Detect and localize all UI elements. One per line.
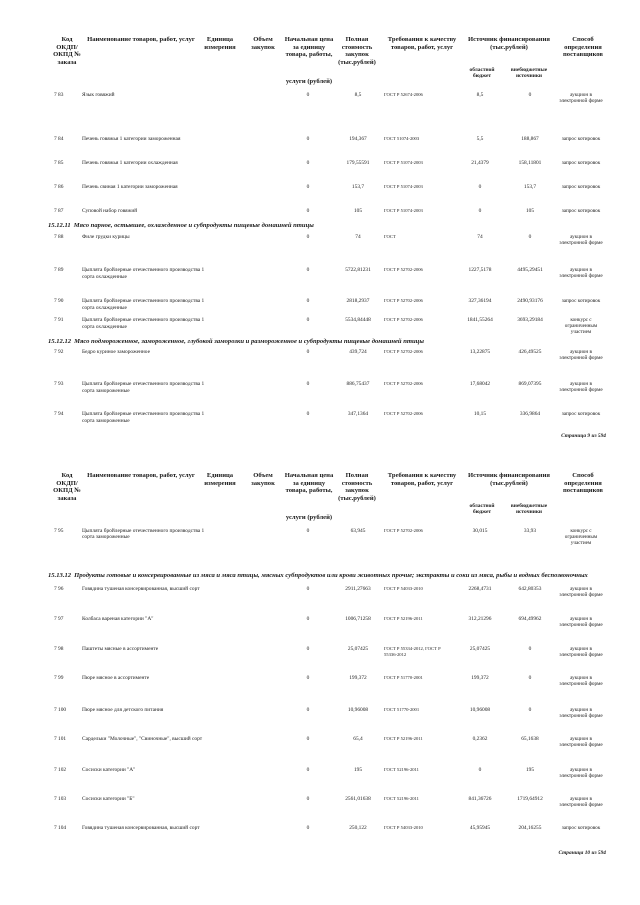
row-price: 0 xyxy=(306,233,310,240)
row-price: 0 xyxy=(306,159,310,166)
row-code: 7 97 xyxy=(54,615,64,622)
row-price: 0 xyxy=(306,267,310,274)
row-method: аукцион в электронной форме xyxy=(559,585,603,598)
row-code: 7 98 xyxy=(54,646,64,653)
row-name: Цыплята бройлерные отечественного производства 1 сорта замороженные xyxy=(82,381,205,394)
row-method: аукцион в электронной форме xyxy=(559,706,603,719)
row-requirements: ГОСТ 51074-2003 xyxy=(384,136,420,142)
row-regional: 199,372 xyxy=(471,675,489,682)
table-row xyxy=(0,317,640,336)
row-regional: 30,015 xyxy=(472,528,488,534)
row-price: 0 xyxy=(306,528,310,534)
row-method: аукцион в электронной форме xyxy=(559,233,603,246)
header-requirements: Требования к качеству товаров, работ, услуг xyxy=(387,472,457,487)
row-federal: 65,1638 xyxy=(521,735,539,742)
row-requirements: ГОСТ Р 54033-2010 xyxy=(384,585,423,591)
row-regional: 1227,5178 xyxy=(468,267,492,274)
page-footer: Страница 10 из 594 xyxy=(558,850,606,857)
row-regional: 8,5 xyxy=(476,92,484,98)
row-method: конкурс с ограниченным участием xyxy=(564,528,598,546)
row-requirements: ГОСТ Р 51074-2003 xyxy=(384,207,423,213)
row-total: 194,367 xyxy=(349,136,367,143)
section-number: 15.13.12 xyxy=(48,572,72,580)
row-method: запрос котировок xyxy=(561,136,601,143)
row-name: Бедро куриное замороженное xyxy=(82,348,150,355)
table-row xyxy=(0,411,640,424)
row-regional: 10,15 xyxy=(473,411,487,418)
table-row xyxy=(0,267,640,286)
row-requirements: ГОСТ Р 52702-2006 xyxy=(384,267,423,273)
row-price: 0 xyxy=(306,735,310,742)
row-federal: 426,49525 xyxy=(518,348,542,355)
row-code: 7 89 xyxy=(54,267,64,274)
row-method: запрос котировок xyxy=(561,207,601,214)
row-total: 886,75437 xyxy=(346,381,370,388)
header-source-regional: областной бюджет xyxy=(469,503,495,516)
row-federal: 642,80353 xyxy=(518,585,542,592)
row-total: 8,5 xyxy=(354,92,362,98)
header-unit: Единица измерения xyxy=(204,36,236,51)
row-code: 7 100 xyxy=(54,706,67,713)
section-number: 15.12.12 xyxy=(48,338,72,346)
row-price: 0 xyxy=(306,411,310,418)
row-code: 7 95 xyxy=(54,528,64,534)
row-federal: 153,7 xyxy=(523,183,537,190)
row-code: 7 91 xyxy=(54,317,64,324)
row-total: 5534,84448 xyxy=(345,317,371,324)
row-price: 0 xyxy=(306,796,310,803)
row-price: 0 xyxy=(306,183,310,190)
row-name: Суповой набор говяжий xyxy=(82,207,138,214)
row-regional: 0 xyxy=(478,183,482,190)
row-name: Сосиски категории "Б" xyxy=(82,796,135,803)
row-code: 7 104 xyxy=(54,825,67,832)
row-requirements: ГОСТ Р 55334-2012, ГОСТ Р 55336-2012 xyxy=(384,646,441,657)
row-name: Печень говяжья 1 категории охлажденная xyxy=(82,159,178,166)
page-10 xyxy=(0,472,640,857)
row-name: Говядина тушеная консервированная, высший сорт xyxy=(82,825,200,832)
row-requirements: ГОСТ Р 52702-2006 xyxy=(384,317,423,323)
header-volume: Объем закупок xyxy=(251,472,275,487)
section-heading xyxy=(0,222,640,230)
table-row xyxy=(0,767,640,786)
row-requirements: ГОСТ Р 52196-2011 xyxy=(384,735,423,741)
row-method: аукцион в электронной форме xyxy=(559,348,603,361)
row-method: запрос котировок xyxy=(561,825,601,832)
row-regional: 21,4379 xyxy=(471,159,489,166)
table-row xyxy=(0,298,640,311)
row-name: Паштеты мясные в ассортименте xyxy=(82,646,159,653)
header-source: Источник финансирования (тыс.рублей) xyxy=(468,472,550,487)
row-name: Цыплята бройлерные отечественного производства 1 сорта охлажденные xyxy=(82,317,205,330)
row-total: 10,96008 xyxy=(347,706,369,713)
row-federal: 1719,64912 xyxy=(517,796,543,803)
row-code: 7 90 xyxy=(54,298,64,305)
row-price: 0 xyxy=(306,706,310,713)
table-row xyxy=(0,160,640,173)
row-code: 7 85 xyxy=(54,159,64,166)
row-total: 179,55591 xyxy=(346,159,370,166)
row-requirements: ГОСТ Р 52674-2006 xyxy=(384,92,423,97)
row-code: 7 87 xyxy=(54,207,64,214)
section-title: Мясо парное, остывшее, охлажденное и субпродукты пищевые домашней птицы xyxy=(73,222,314,230)
row-method: аукцион в электронной форме xyxy=(559,267,603,280)
row-total: 250,122 xyxy=(349,825,367,832)
table-row xyxy=(0,586,640,605)
header-method: Способ определения поставщиков xyxy=(563,472,603,495)
row-total: 2911,27663 xyxy=(345,585,371,592)
row-method: конкурс с ограниченным участием xyxy=(564,317,598,336)
row-total: 74 xyxy=(355,233,361,240)
table-row xyxy=(0,92,640,111)
row-regional: 17,68042 xyxy=(469,381,491,388)
header-source: Источник финансирования (тыс.рублей) xyxy=(468,36,550,51)
row-price: 0 xyxy=(306,298,310,305)
row-federal: 195 xyxy=(525,766,535,773)
row-total: 63,945 xyxy=(350,528,366,534)
row-federal: 3693,29184 xyxy=(517,317,543,324)
table-row xyxy=(0,136,640,149)
row-requirements: ГОСТ 52196-2011 xyxy=(384,766,419,772)
row-federal: 0 xyxy=(528,233,532,240)
table-row xyxy=(0,675,640,694)
header-source-regional: областной бюджет xyxy=(469,67,495,80)
row-requirements: ГОСТ Р 52702-2006 xyxy=(384,381,423,387)
row-requirements: ГОСТ Р 51074-2003 xyxy=(384,183,423,189)
row-code: 7 99 xyxy=(54,675,64,682)
table-row xyxy=(0,184,640,197)
page-9 xyxy=(0,36,640,440)
row-method: аукцион в электронной форме xyxy=(559,796,603,809)
row-regional: 312,21296 xyxy=(468,615,492,622)
row-name: Пюре мясное для детского питания xyxy=(82,706,164,713)
row-price: 0 xyxy=(306,381,310,388)
row-name: Пюре мясное в ассортименте xyxy=(82,675,150,682)
row-total: 2561,01638 xyxy=(345,796,371,803)
row-code: 7 101 xyxy=(54,735,67,742)
page-footer: Страница 9 из 594 xyxy=(561,433,606,440)
row-requirements: ГОСТ Р 52702-2006 xyxy=(384,298,423,304)
row-price: 0 xyxy=(306,615,310,622)
row-price: 0 xyxy=(306,646,310,653)
row-method: аукцион в электронной форме xyxy=(559,615,603,628)
row-name: Язык говяжий xyxy=(82,92,115,98)
row-method: аукцион в электронной форме xyxy=(559,735,603,748)
row-name: Цыплята бройлерные отечественного производства 1 сорта охлажденные xyxy=(82,267,205,280)
row-method: запрос котировок xyxy=(561,411,601,418)
row-method: запрос котировок xyxy=(561,159,601,166)
header-total: Полная стоимость закупок (тыс.рублей) xyxy=(338,472,376,502)
row-price: 0 xyxy=(306,348,310,355)
header-source-federal: внебюджетные источники xyxy=(510,503,548,516)
row-regional: 5,5 xyxy=(476,136,484,143)
row-total: 1006,71258 xyxy=(345,615,371,622)
header-price-units: услуги (рублей) xyxy=(285,514,333,521)
header-name: Наименование товаров, работ, услуг xyxy=(87,472,195,479)
row-code: 7 83 xyxy=(54,92,64,98)
header-requirements: Требования к качеству товаров, работ, услуг xyxy=(387,36,457,51)
row-code: 7 103 xyxy=(54,796,67,803)
row-federal: 0 xyxy=(528,646,532,653)
row-requirements: ГОСТ Р 52702-2006 xyxy=(384,348,423,354)
row-method: аукцион в электронной форме xyxy=(559,766,603,779)
row-name: Цыплята бройлерные отечественного производства 1 сорта замороженные xyxy=(82,528,205,541)
header-name: Наименование товаров, работ, услуг xyxy=(87,36,195,43)
header-method: Способ определения поставщиков xyxy=(563,36,603,59)
row-federal: 336,9864 xyxy=(519,411,541,418)
row-regional: 45,95945 xyxy=(469,825,491,832)
header-price: Начальная цена за единицу товара, работы, xyxy=(284,36,334,59)
row-requirements: ГОСТ Р 52196-2011 xyxy=(384,615,423,621)
row-requirements: ГОСТ Р 51074-2003 xyxy=(384,159,423,165)
row-regional: 327,36194 xyxy=(468,298,492,305)
row-price: 0 xyxy=(306,136,310,143)
row-total: 199,372 xyxy=(349,675,367,682)
table-row xyxy=(0,208,640,221)
row-price: 0 xyxy=(306,825,310,832)
row-method: аукцион в электронной форме xyxy=(559,92,603,104)
section-title: Мясо подмороженное, замороженное, глубокой заморозки и размороженное и субпродукты пищевые домашней птицы xyxy=(74,338,424,346)
row-name: Печень говяжья 1 категории замороженная xyxy=(82,136,181,143)
row-price: 0 xyxy=(306,766,310,773)
section-title: Продукты готовые и консервированные из мяса и мяса птицы, мясных субпродуктов или крови животных прочие; экстракты и соки из мяса, рыбы и водных беспозвоночных xyxy=(74,572,588,580)
table-row xyxy=(0,381,640,400)
row-federal: 204,16255 xyxy=(518,825,542,832)
table-row xyxy=(0,234,640,253)
row-method: аукцион в электронной форме xyxy=(559,381,603,394)
row-regional: 0,2362 xyxy=(472,735,488,742)
table-row xyxy=(0,796,640,815)
row-price: 0 xyxy=(306,585,310,592)
table-row xyxy=(0,349,640,368)
row-federal: 33,93 xyxy=(523,528,537,534)
row-requirements: ГОСТ Р 51770-2001 xyxy=(384,675,423,681)
row-price: 0 xyxy=(306,92,310,98)
row-federal: 105 xyxy=(525,207,535,214)
table-row xyxy=(0,825,640,838)
header-total: Полная стоимость закупок (тыс.рублей) xyxy=(338,36,376,66)
row-total: 105 xyxy=(353,207,363,214)
row-code: 7 92 xyxy=(54,348,64,355)
row-method: аукцион в электронной форме xyxy=(559,675,603,688)
row-requirements: ГОСТ 52196-2011 xyxy=(384,796,419,802)
row-requirements: ГОСТ Р 52702-2006 xyxy=(384,528,423,533)
table-header xyxy=(0,472,640,528)
row-price: 0 xyxy=(306,317,310,324)
row-federal: 2490,93176 xyxy=(517,298,543,305)
row-federal: 694,49962 xyxy=(518,615,542,622)
row-name: Колбаса вареная категории "А" xyxy=(82,615,154,622)
row-requirements: ГОСТ 51770-2001 xyxy=(384,706,420,712)
row-code: 7 86 xyxy=(54,183,64,190)
row-method: аукцион в электронной форме xyxy=(559,646,603,659)
row-name: Сосиски категории "А" xyxy=(82,766,136,773)
row-total: 2818,2937 xyxy=(346,298,370,305)
row-federal: 188,867 xyxy=(521,136,539,143)
row-regional: 0 xyxy=(478,207,482,214)
row-name: Говядина тушеная консервированная, высший сорт xyxy=(82,585,200,592)
row-federal: 0 xyxy=(528,706,532,713)
row-federal: 0 xyxy=(528,675,532,682)
row-regional: 13,22875 xyxy=(469,348,491,355)
row-price: 0 xyxy=(306,207,310,214)
row-method: запрос котировок xyxy=(561,183,601,190)
row-regional: 2268,4731 xyxy=(468,585,492,592)
table-row xyxy=(0,707,640,726)
row-total: 439,724 xyxy=(349,348,367,355)
row-regional: 25,07425 xyxy=(469,646,491,653)
row-name: Цыплята бройлерные отечественного производства 1 сорта замороженные xyxy=(82,411,205,424)
header-volume: Объем закупок xyxy=(251,36,275,51)
row-name: Цыплята бройлерные отечественного производства 1 сорта охлажденные xyxy=(82,298,205,311)
row-code: 7 102 xyxy=(54,766,67,773)
row-requirements: ГОСТ xyxy=(384,233,396,239)
table-row xyxy=(0,616,640,635)
section-heading xyxy=(0,338,640,346)
table-row xyxy=(0,646,640,665)
row-code: 7 88 xyxy=(54,233,64,240)
row-total: 65,4 xyxy=(353,735,363,742)
header-unit: Единица измерения xyxy=(204,472,236,487)
row-name: Печень свиная 1 категории замороженная xyxy=(82,183,178,190)
row-federal: 158,11801 xyxy=(518,159,542,166)
row-regional: 0 xyxy=(478,766,482,773)
row-total: 5722,81231 xyxy=(345,267,371,274)
row-name: Филе грудки курицы xyxy=(82,233,130,240)
row-total: 347,1364 xyxy=(347,411,369,418)
header-code: Код ОКДП/ ОКПД № заказа xyxy=(53,36,81,66)
row-total: 153,7 xyxy=(351,183,365,190)
row-price: 0 xyxy=(306,675,310,682)
table-header xyxy=(0,36,640,92)
row-regional: 74 xyxy=(477,233,483,240)
row-regional: 841,36726 xyxy=(468,796,492,803)
header-source-federal: внебюджетные источники xyxy=(510,67,548,80)
row-federal: 0 xyxy=(528,92,532,98)
table-row xyxy=(0,528,640,547)
row-total: 195 xyxy=(353,766,363,773)
row-code: 7 93 xyxy=(54,381,64,388)
row-code: 7 96 xyxy=(54,585,64,592)
header-code: Код ОКДП/ ОКПД № заказа xyxy=(53,472,81,502)
row-total: 25,07425 xyxy=(347,646,369,653)
section-number: 15.12.11 xyxy=(48,222,71,230)
row-requirements: ГОСТ Р 52702-2006 xyxy=(384,411,423,417)
row-code: 7 84 xyxy=(54,136,64,143)
row-federal: 869,07395 xyxy=(518,381,542,388)
header-price: Начальная цена за единицу товара, работы, xyxy=(284,472,334,495)
row-code: 7 94 xyxy=(54,411,64,418)
row-regional: 1841,55264 xyxy=(467,317,493,324)
row-requirements: ГОСТ Р 54033-2010 xyxy=(384,825,423,831)
row-name: Сардельки "Молочные", "Свиночные", высший сорт xyxy=(82,735,203,742)
row-method: запрос котировок xyxy=(561,298,601,305)
section-heading xyxy=(0,572,640,580)
row-regional: 10,96008 xyxy=(469,706,491,713)
table-row xyxy=(0,736,640,755)
row-federal: 4495,29451 xyxy=(517,267,543,274)
header-price-units: услуги (рублей) xyxy=(285,78,333,85)
